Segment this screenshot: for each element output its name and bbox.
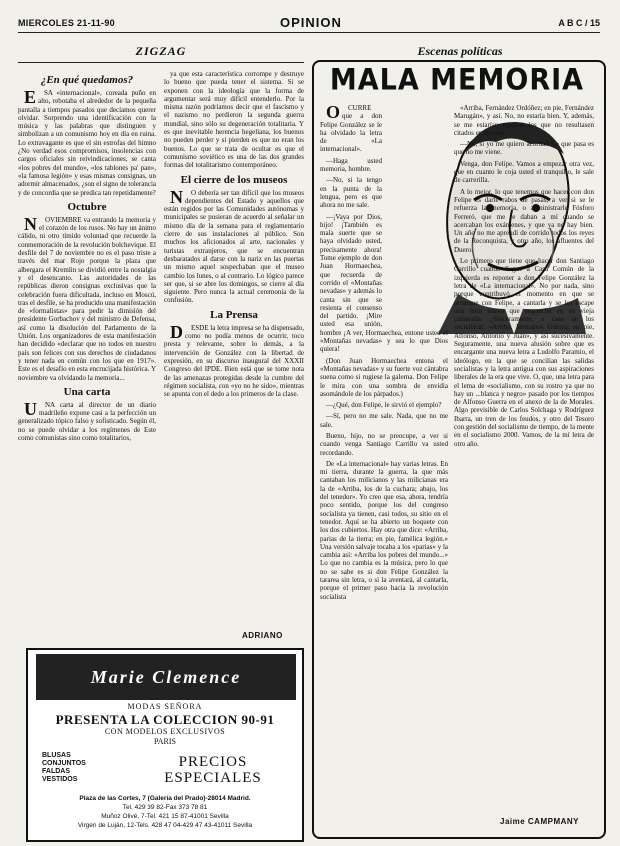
article-paragraph: —No, si yo me quiero acordar. Lo que pasa es que no me viene. — [454, 140, 594, 157]
ad-category: FALDAS — [42, 768, 70, 775]
zigzag-signature: ADRIANO — [242, 631, 283, 640]
article-paragraph: «Arriba, Fernández Ordóñez; en pie, Fernández Marugán», y así. No, no estaría bien. Y, además, se me estarían muchos los que no resultasen citados en el texto. — [454, 104, 594, 137]
item-body: D ESDE la letra impresa se ha dispensado, como no podía menos de ocurrir, toco presta y relevante, sobre lo demás, a la intervención de González con la libertad de expresión, en su discurso inaugural del XXXII Congreso del IPDE. Bien está que se tome nota de las amenazas protegidas desde la cumbre del régimen socialista, con «yo no he sido», mientras se apunta con el dedo a los primeros de la clase. — [164, 321, 304, 399]
drop-cap: D — [170, 321, 183, 342]
article-paragraph: Lo primero que tiene que hacer don Santiago Carrillo cuando llegue a Casa Común de la izquierda es reponer a don Felipe González la letra de «La internacional». No por nada, sino porque contribuyó el momento en que se arranque con Felipe, a cantarla y se les escape una letra nueva que enganche en su vieja camarada. ¿Sinceramente, a casa de los socialistas: «Arriba, hermanos Guerra; en pie, Alfonso, Antonio y Juan», y así sucesivamente. Seguramente, una nueva alusión sobre que es encargante una nueva letra a Ludolfo Paramio, el ideólogo, en la que se concilian las salidas socialistas y la letra antigua con sus aspiraciones liberales de la era que vive. O, que, una letra para el lema de «socialismo, con su rostro ya que no hay un ...blanca y negro» pasado por los tiempos de Alfonso Guerra en el anexo de la de Morales. Algo previsible de Carlos Solchaga y Rodríguez Ibarra, un tren de los feudos, y otro del Tesoro con gestión del socialismo de tiempo, de la mente en el socialismo 2000. Vamos, de la mí letra de otro año. — [454, 257, 594, 448]
section-tag: Escenas políticas — [417, 44, 503, 58]
ad-category: VESTIDOS — [42, 776, 78, 783]
article-column-right — [454, 104, 594, 829]
article-paragraph: Venga, don Felipe. Vamos a empezar otra vez, que en cuanto le coja usted el tranquillo, le sale de carrerilla. — [454, 159, 594, 185]
issue-date: MIERCOLES 21-11-90 — [18, 18, 115, 28]
item-heading: El cierre de los museos — [180, 173, 288, 186]
ad-tagline: MODAS SEÑORA — [127, 702, 203, 711]
article-title: MALA MEMORIA — [329, 63, 585, 98]
ad-subline: CON MODELOS EXCLUSIVOS — [104, 727, 226, 736]
ad-offer: PRECIOS ESPECIALES — [164, 754, 262, 786]
page-number: A B C / 15 — [558, 18, 600, 28]
article-author: Jaime CAMPMANY — [500, 817, 580, 826]
article-paragraph: —¡Vaya por Dios, hijo! ¡También es mala suerte que se haya olvidado usted, precisamente ahora! Tome ejemplo de don Juan Hormaechea, que recuerda de corrido el «Montañas nevadas» y además lo canta sin que se resienta el consenso del partido. ¡Mire usted esa unión, hombre ¡A ver, Hormaechea, entone usted el «Montañas nevadas» y sea lo que Dios quiera! — [320, 212, 448, 354]
item-body: N OVIEMBRE va entrando la memoria y el corazón de los rusos. No hay un ánimo cálido, ni otro tímido voluntad que recuerde la conmemoración de la revolución bolchevique. El desfile del 7 de noviembre no es el paso triste a través del mar Rojo porque la plaza que albergara el Kremlin se dividió entre la nostalgia y el desencanto. Las autoridades de las repúblicas dieron consignas exclusivas que la celebración fuera dificultada, incluso en Moscú, tras el desfile, se ha producido una manifestación de «formalistas» para pedir la dimisión del presidente Gorbachov y del ministro de Defensa, así como la disolución del Parlamento de la Unión. Los organizadores de esta manifestación han decidido «declarar que no todos en nuestro país son felices con sus derechos de ciudadanos y tener nada en común con los que en 1917». Este es el desafío en esta encrucijada histórica. Y noviembre va olvidando la memoria... — [18, 213, 156, 382]
zigzag-column-left — [18, 70, 156, 630]
item-body: E SA «internacional», coreada puño en alto, rebotaba el alrededor de la pequeña pantalla a tiempos pasados que decíamos querer olvidar. Sorprendo una identificación con la música y las palabras que distinguen y simbolizan a un comunismo hoy en día en ruina. Lo extravagante es que el sin estrofas del himno ¿No verdad esos compromisos, insolencias con cargos oficiales sin reivindicaciones, se canta «los pobres del mundo», «los tablones pa' pan», «la famosa legión» y esas mismas consignas, un adormir almacenados, ¿son el signo de tolerancia y de concordia que se predica tan repetidamente? — [18, 87, 156, 197]
item-heading: Octubre — [67, 200, 107, 213]
ad-category: BLUSAS — [42, 752, 71, 759]
page-header — [18, 15, 600, 33]
article-paragraph: O CURRE que a don Felipe González se le ha olvidado la letra de «La internacional». — [320, 104, 382, 154]
item-body: N O debería ser tan difícil que los museos dependientes del Estado y aquellos que están regidos por las Comunidades autónomas y municipales se pusieran de acuerdo al señalar un mismo día de la semana para el reglamentario cierre de sus instalaciones al público. Son muchos los aficionados al arte, nacionales y turistas extranjeros, que se encuentran desbaratados al darse con la nariz en las puertas un mismo aquel sospechaban que el museo cambio los lunes, o al contrario. Lo lógico parece ser que, si se abre los domingos, se cierre al día siguiente. Pero nunca la actual ceremonia de la confusión. — [164, 186, 304, 305]
article-paragraph: De «La internacional» hay varias letras. En mi tierra, durante la guerra, la que más cantaban los milicianos y las milicianas era la de «Arriba, los de la cuchara; abajo, los del tenedor». Yo creo que esa, ahora, tendría poco sentido, porque los del congreso socialista ya tienen, casi todos, su sitio en el tenedor. Aquí se ha abierto un boquete con los dos cubiertos. Hay otra que dice: «Arriba, parias de la tierra; en pie, famélica legión.» Una versión salvaje tocaba a los «parias» y la cambia así: «Arriba los pobres del mundo...» Lo que no cambia es la música, pero lo que no se sabe es si don Felipe González la tararea sin letra, o si la aventará, al cantarla, porque el primer paso hacia la revolución socialista — [320, 459, 448, 601]
ad-headline: PRESENTA LA COLECCION 90-91 — [55, 712, 275, 727]
ad-address-line: Tel. 429 39 82-Fax 373 78 81 — [122, 804, 208, 811]
item-body: U NA carta al director de un diario madrileño expone casi a la perfección un generalizado tópico falso y sofisticado. Según él, no se puede olvidar a los regímenes de Este como comunistas sino como totalitarios, — [18, 398, 156, 442]
ad-category: CONJUNTOS — [42, 760, 86, 767]
ad-address-line: Virgen de Luján, 12-Tels. 428 47 04-429 47 43-41011 Sevilla — [77, 822, 253, 829]
item-heading: Una carta — [63, 385, 111, 398]
drop-cap: N — [170, 186, 183, 207]
portrait-inset — [386, 104, 448, 326]
brand-logo: Marie Clemence — [36, 654, 296, 700]
drop-cap: E — [24, 87, 37, 107]
section-title: OPINION — [280, 15, 342, 30]
zigzag-column-right — [164, 70, 304, 630]
drop-cap: U — [24, 398, 37, 419]
item-body: ya que esta característica corrompe y destruye lo bueno que pueda tener el sistema. Si se exponen con la ideología que la forma de argumentar será muy difícil entenderlo. Por la misma razón podríamos decir que el fascismo y el nazismo no perdieron la segunda guerra mundial, sino sólo su degeneración totalitaria. Y es que inevitable herencia hegeliana, los buenos no pueden perder y si pierden es que no eran los buenos. Lo que se trata de ocultar es que el comunismo soviético es una de las dos grandes formas del totalitarismo contemporáneo. — [164, 70, 304, 170]
article-paragraph: —Sí, pero no me sale. Nada, que no me sale. — [320, 412, 448, 429]
article-paragraph: A lo mejor, lo que tenemos que hacer con don Felipe es darle rabos de pasas, a ver si se le refuerza la memoria, o administrarle Fósforo Ferreró, que me le daban a mí cuando se acercaban los exámenes, y que ya no hay bien. Un año no me aprendí de corrido todos los reyes de la Reconquista, y otro año, los afluentes del Duero. — [454, 187, 594, 254]
ad-categories — [42, 752, 122, 784]
drop-cap: N — [24, 213, 37, 234]
ad-city: PARIS — [154, 737, 176, 746]
article-paragraph: —No, si la tengo en la punta de la lengua, pero es que ahora no me sale. — [320, 176, 382, 210]
advertisement — [26, 648, 304, 842]
ad-address-line: Plaza de las Cortes, 7 (Galería del Prado)-28014 Madrid. — [79, 795, 251, 802]
drop-cap: O — [326, 104, 341, 122]
article-paragraph: —Haga usted memoria, hombre. — [320, 156, 382, 174]
article-paragraph: (Don Juan Hormaechea entona el «Montañas nevadas» y su fuerte voz cántabra suena como si rugiese la galerna. Don Felipe le mira con una sombra de envidia asomándole de los párpados.) — [320, 356, 448, 398]
item-heading: La Prensa — [210, 308, 258, 321]
article-column-left — [320, 104, 448, 829]
ad-address-line: Muñoz Olivé, 7-Tel. 421 15 87-41001 Sevilla — [101, 813, 229, 820]
article-paragraph: Bueno, hijo, no se preocupe, a ver si cuando venga Santiago Carrillo va usted recordando. — [320, 431, 448, 457]
ad-addresses — [32, 794, 298, 830]
zigzag-column-title: ZIGZAG — [18, 44, 304, 63]
article-paragraph: —¿Qué, don Felipe, le sirvió el ejemplo? — [326, 401, 442, 410]
item-heading: ¿En qué quedamos? — [40, 74, 134, 86]
